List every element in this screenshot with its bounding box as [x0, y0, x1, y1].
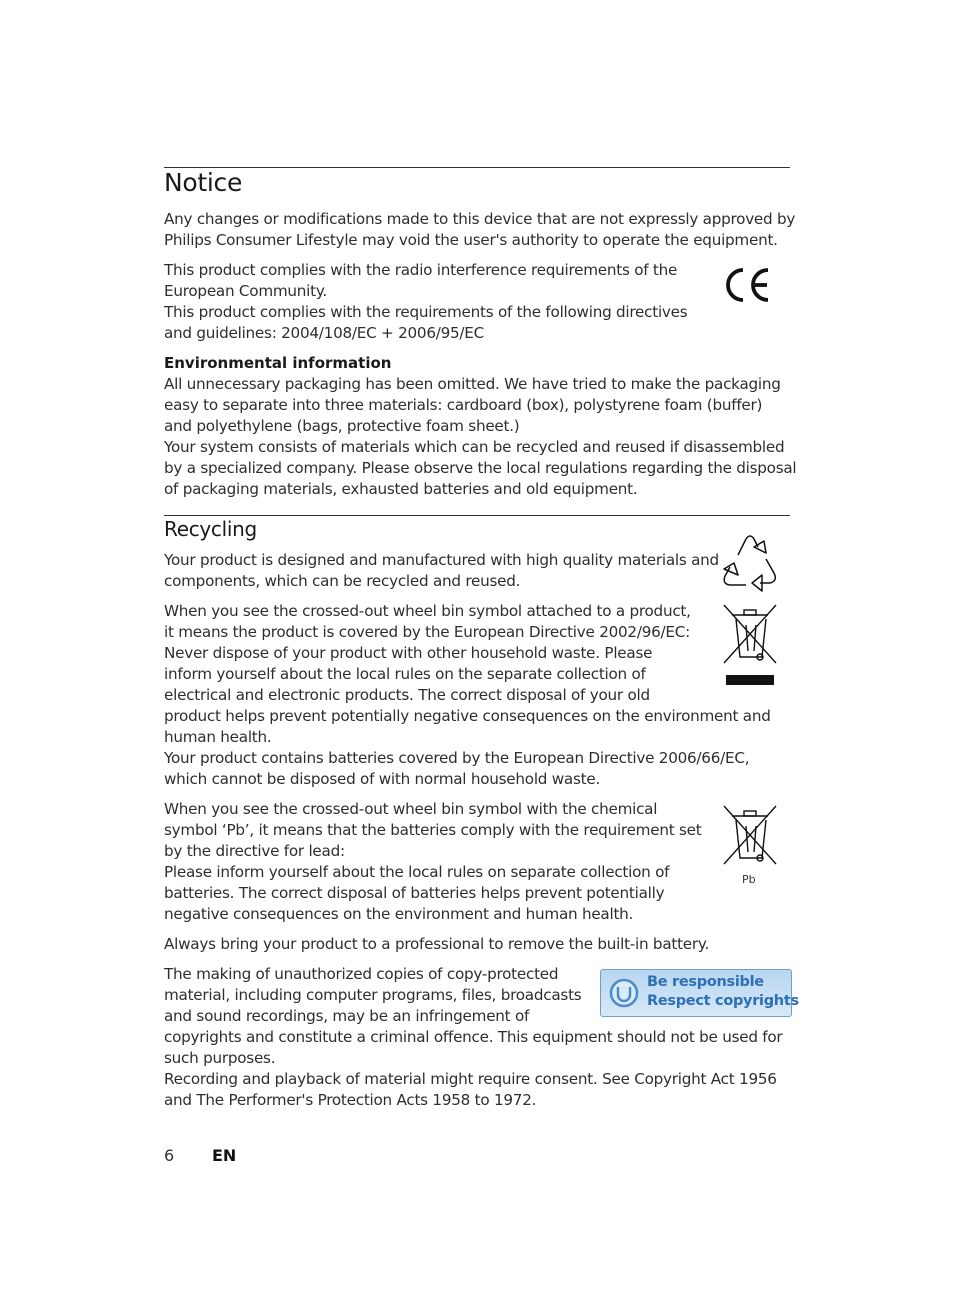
text-line: When you see the crossed-out wheel bin symbol attached to a product,: [164, 602, 691, 620]
crossed-out-wheel-bin-icon: [720, 601, 780, 687]
recycling-top-rule: [164, 515, 790, 516]
text-line: batteries. The correct disposal of batteries helps prevent potentially: [164, 884, 665, 902]
environmental-paragraph: [164, 374, 796, 500]
notice-title: Notice: [164, 168, 243, 197]
text-line: negative consequences on the environment and human health.: [164, 905, 634, 923]
text-line: and guidelines: 2004/108/EC + 2006/95/EC: [164, 324, 485, 342]
recycling-paragraph-1: [164, 550, 719, 592]
page-number: 6: [164, 1146, 175, 1165]
notice-paragraph-2: [164, 260, 687, 344]
text-line: This product complies with the requirements of the following directives: [164, 303, 688, 321]
be-responsible-banner: [600, 969, 799, 1017]
recycling-paragraph-4: [164, 934, 709, 955]
text-line: Recording and playback of material might require consent. See Copyright Act 1956: [164, 1070, 777, 1088]
text-line: inform yourself about the local rules on the separate collection of: [164, 665, 646, 683]
text-line: material, including computer programs, files, broadcasts: [164, 986, 582, 1004]
text-line: All unnecessary packaging has been omitted. We have tried to make the packaging: [164, 375, 781, 393]
crossed-out-wheel-bin-pb-icon: [720, 804, 780, 868]
banner-line-2: Respect copyrights: [647, 993, 799, 1009]
text-line: Any changes or modifications made to this device that are not expressly approved by: [164, 210, 796, 228]
text-line: which cannot be disposed of with normal household waste.: [164, 770, 601, 788]
text-line: of packaging materials, exhausted batteries and old equipment.: [164, 480, 638, 498]
text-line: European Community.: [164, 282, 327, 300]
ce-mark-icon: [724, 266, 772, 304]
text-line: Your product contains batteries covered by the European Directive 2006/66/EC,: [164, 749, 750, 767]
text-line: by a specialized company. Please observe the local regulations regarding the disposal: [164, 459, 797, 477]
banner-line-1: Be responsible: [647, 974, 764, 990]
text-line: by the directive for lead:: [164, 842, 345, 860]
text-line: copyrights and constitute a criminal offence. This equipment should not be used for: [164, 1028, 783, 1046]
notice-paragraph-1: [164, 209, 795, 251]
text-line: and The Performer's Protection Acts 1958 to 1972.: [164, 1091, 537, 1109]
be-responsible-icon: [609, 978, 639, 1008]
text-line: The making of unauthorized copies of copy-protected: [164, 965, 559, 983]
text-line: Please inform yourself about the local rules on separate collection of: [164, 863, 670, 881]
pb-label: Pb: [742, 873, 756, 886]
recycling-paragraph-2: [164, 601, 771, 790]
text-line: and polyethylene (bags, protective foam sheet.): [164, 417, 520, 435]
text-line: components, which can be recycled and reused.: [164, 572, 521, 590]
text-line: symbol ‘Pb’, it means that the batteries comply with the requirement set: [164, 821, 702, 839]
text-line: electrical and electronic products. The correct disposal of your old: [164, 686, 650, 704]
notice-top-rule: [164, 167, 790, 168]
recycle-icon: [716, 529, 784, 597]
recycling-paragraph-3: [164, 799, 701, 925]
recycling-title: Recycling: [164, 517, 257, 541]
language-code: EN: [212, 1146, 237, 1165]
text-line: easy to separate into three materials: cardboard (box), polystyrene foam (buffer): [164, 396, 763, 414]
text-line: Always bring your product to a professional to remove the built-in battery.: [164, 935, 710, 953]
text-line: Your product is designed and manufactured with high quality materials and: [164, 551, 719, 569]
text-line: it means the product is covered by the European Directive 2002/96/EC:: [164, 623, 690, 641]
text-line: When you see the crossed-out wheel bin symbol with the chemical: [164, 800, 658, 818]
text-line: human health.: [164, 728, 272, 746]
text-line: and sound recordings, may be an infringement of: [164, 1007, 530, 1025]
text-line: Philips Consumer Lifestyle may void the user's authority to operate the equipment.: [164, 231, 778, 249]
text-line: This product complies with the radio interference requirements of the: [164, 261, 678, 279]
text-line: Your system consists of materials which can be recycled and reused if disassembled: [164, 438, 785, 456]
text-line: product helps prevent potentially negative consequences on the environment and: [164, 707, 771, 725]
text-line: Never dispose of your product with other household waste. Please: [164, 644, 653, 662]
text-line: such purposes.: [164, 1049, 276, 1067]
environmental-heading: Environmental information: [164, 354, 392, 372]
